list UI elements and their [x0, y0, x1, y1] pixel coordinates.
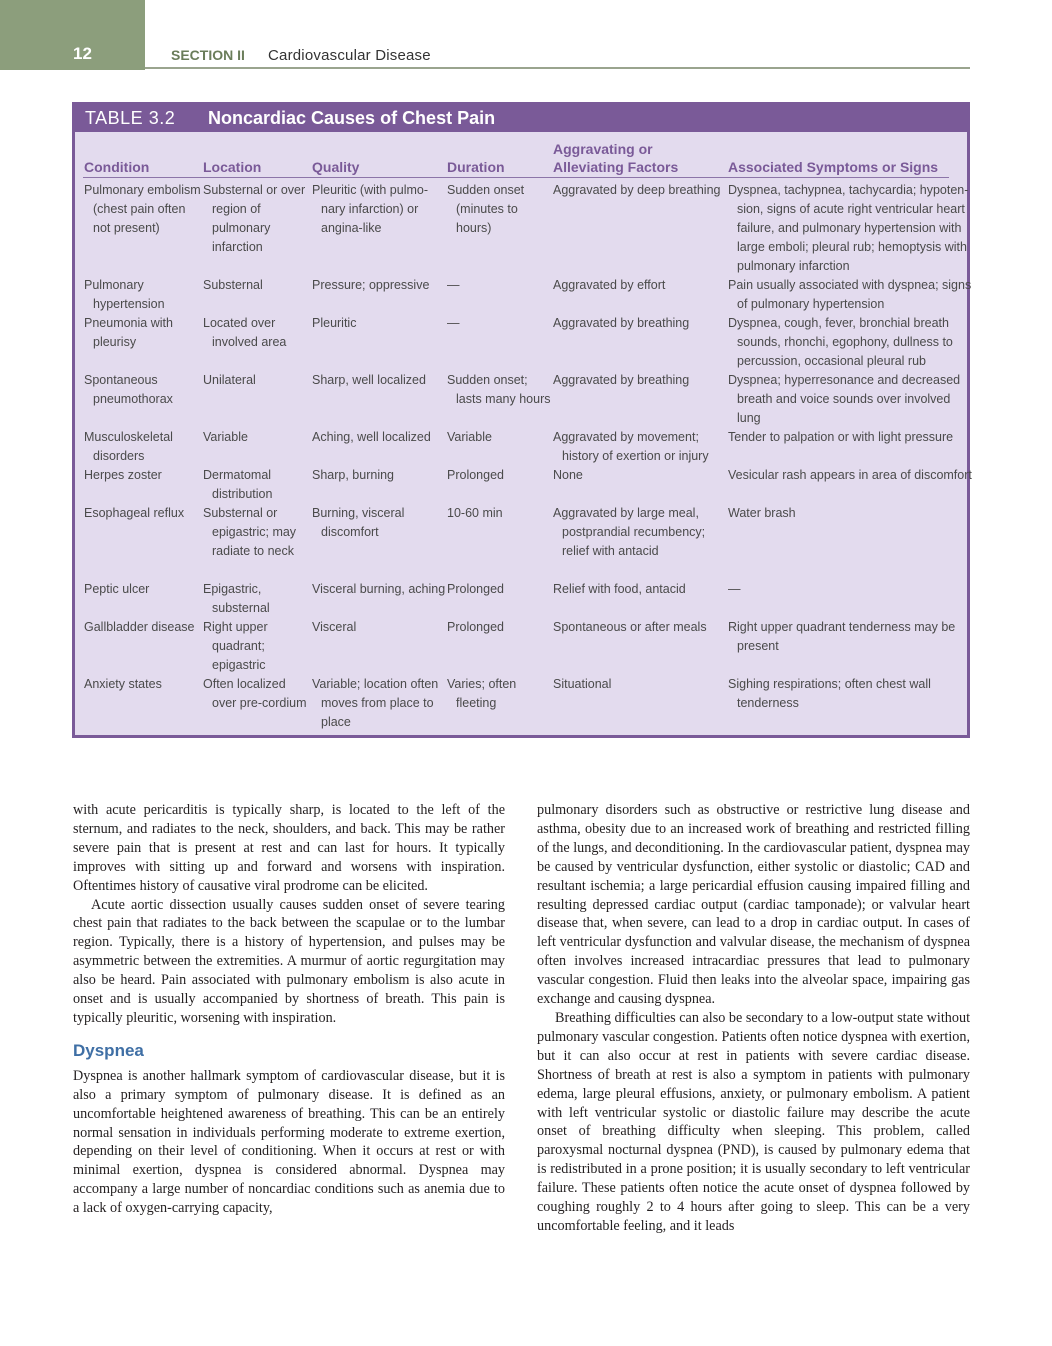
paragraph: pulmonary disorders such as obstructive or restrictive lung disease and asthma, obesity due to an increased work of breathing and restricted filling of the lungs, and deconditioning. In the cardiovascular patient, dyspnea may be caused by ventricular dysfunction, either systolic or diastolic; CAD and resultant ischemia; a large pericardial effusion causing impaired filling and resulting depressed cardiac output (cardiac tamponade); or valvular heart disease that, when severe, can lead to a drop in cardiac output. In cases of left ventricular dysfunction and valvular disease, the mechanism of dyspnea often involves increased intracardiac pressures that lead to pulmonary vascular congestion. Fluid then leaks into the alveolar space, impairing gas exchange and causing dyspnea. [537, 802, 970, 1008]
column-header-duration: Duration [447, 159, 505, 175]
cell-location: Substernal or over region of pulmonary infarction [203, 183, 306, 254]
cell-quality: Visceral burning, aching [312, 582, 446, 596]
cell-factors: Aggravated by effort [553, 278, 666, 292]
cell-duration: — [447, 316, 460, 330]
cell-symptoms: Dyspnea; hyperresonance and decreased breath and voice sounds over involved lung [728, 373, 961, 425]
cell-condition: Gallbladder disease [84, 620, 195, 634]
cell-duration: — [447, 278, 460, 292]
cell-factors: Spontaneous or after meals [553, 620, 707, 634]
cell-factors: Aggravated by deep breathing [553, 183, 721, 197]
page-number: 12 [73, 44, 92, 63]
cell-symptoms: Right upper quadrant tenderness may be present [728, 620, 956, 653]
cell-symptoms: Dyspnea, cough, fever, bronchial breath sounds, rhonchi, egophony, dullness to percussion, occasional pleural rub [728, 316, 953, 368]
page-number-tab [0, 0, 145, 70]
cell-quality: Aching, well localized [312, 430, 431, 444]
cell-location: Right upper quadrant; epigastric [203, 620, 268, 672]
cell-duration: Sudden onset; lasts many hours [447, 373, 551, 406]
cell-symptoms: — [728, 582, 741, 596]
cell-duration: 10-60 min [447, 506, 503, 520]
table-title: Noncardiac Causes of Chest Pain [208, 108, 496, 128]
cell-location: Variable [203, 430, 248, 444]
cell-condition: Peptic ulcer [84, 582, 150, 596]
cell-duration: Prolonged [447, 620, 504, 634]
cell-location: Epigastric, substernal [203, 582, 270, 615]
cell-factors: Aggravated by large meal, postprandial recumbency; relief with antacid [553, 506, 706, 558]
cell-symptoms: Tender to palpation or with light pressure [728, 430, 954, 444]
cell-symptoms: Dyspnea, tachypnea, tachycardia; hypoten-sion, signs of acute right ventricular heart failure, and pulmonary hypertension with large emboli; pleural rub; hemoptysis with pulmonary infarction [728, 183, 969, 273]
cell-condition: Spontaneous pneumothorax [84, 373, 173, 406]
cell-quality: Pleuritic (with pulmo-nary infarction) or angina-like [312, 183, 429, 235]
cell-symptoms: Vesicular rash appears in area of discomfort [728, 468, 972, 482]
paragraph: Breathing difficulties can also be secondary to a low-output state without pulmonary vascular congestion. Patients often notice dyspnea with exertion, but it can also occur at rest in patients with severe cardiac disease. Shortness of breath at rest is also a symptom in patients with pulmonary edema, large pleural effusions, anxiety, or pulmonary embolism. A patient with left ventricular systolic or diastolic failure may describe the acute onset of breathing difficulty when sleeping. This problem, called paroxysmal nocturnal dyspnea (PND), is caused by pulmonary edema that is redistributed in a prone position; it is usually secondary to left ventricular failure. These patients often notice the acute onset of dyspnea followed by coughing roughly 2 to 4 hours after going to sleep. This can be a very uncomfortable feeling, and it leads [537, 1009, 971, 1234]
dyspnea-heading: Dyspnea [73, 1040, 144, 1060]
paragraph: Acute aortic dissection usually causes sudden onset of severe tearing chest pain that radiates to the back between the scapulae or to the lumbar region. Typically, there is a history of hypertension, and pulses may be asymmetric between the extremities. A murmur of aortic regurgitation may also be heard. Pain associated with pulmonary embolism is also acute in onset and is usually accompanied by shortness of breath. This pain is typically pleuritic, worsening with inspiration. [73, 896, 505, 1026]
header-rule [145, 67, 970, 69]
cell-condition: Anxiety states [84, 677, 162, 691]
section-title: Cardiovascular Disease [268, 47, 431, 64]
column-header-factors-line2: Alleviating Factors [553, 159, 679, 175]
cell-quality: Burning, visceral discomfort [312, 506, 405, 539]
paragraph: Dyspnea is another hallmark symptom of cardiovascular disease, but it is also a primary symptom of pulmonary disease. It is defined as an uncomfortable heightened awareness of breathing. This can be an entirely normal sensation in individuals performing moderate to extreme exertion, depending on their level of conditioning. When it occurs at rest or with minimal exertion, dyspnea is considered abnormal. Dyspnea may accompany a large number of noncardiac conditions such as anemia due to a lack of oxygen-carrying capacity, [73, 1067, 505, 1217]
column-header-factors [553, 140, 678, 176]
cell-duration: Prolonged [447, 582, 504, 596]
cell-quality: Visceral [312, 620, 357, 634]
cell-factors: Aggravated by breathing [553, 373, 690, 387]
cell-condition: Pneumonia with pleurisy [84, 316, 173, 349]
cell-quality: Sharp, well localized [312, 373, 426, 387]
cell-quality: Pleuritic [312, 316, 357, 330]
cell-duration: Varies; often fleeting [447, 677, 517, 710]
column-header-condition: Condition [84, 159, 150, 175]
column-header-quality: Quality [312, 159, 360, 175]
cell-symptoms: Sighing respirations; often chest wall tenderness [728, 677, 931, 710]
cell-quality: Pressure; oppressive [312, 278, 430, 292]
paragraph: with acute pericarditis is typically sharp, is located to the left of the sternum, and radiates to the neck, shoulders, and back. This may be rather severe pain that is present at rest and can last for hours. It typically improves with sitting up and forward and worsens with inspiration. Oftentimes history of causative viral prodrome can be elicited. [73, 802, 505, 894]
cell-condition: Herpes zoster [84, 468, 162, 482]
cell-location: Unilateral [203, 373, 256, 387]
cell-duration: Variable [447, 430, 492, 444]
cell-quality: Variable; location often moves from place to place [312, 677, 439, 729]
cell-symptoms: Water brash [728, 506, 796, 520]
cell-factors: None [553, 468, 583, 482]
cell-duration: Prolonged [447, 468, 504, 482]
cell-location: Substernal or epigastric; may radiate to neck [203, 506, 297, 558]
column-header-location: Location [203, 159, 262, 175]
left-text-column [73, 801, 505, 1218]
table-header-rule [83, 177, 949, 178]
cell-location: Dermatomal distribution [203, 468, 273, 501]
cell-location: Often localized over pre-cordium [203, 677, 307, 710]
cell-condition: Esophageal reflux [84, 506, 185, 520]
table-3-2 [72, 102, 970, 738]
column-header-factors-line1: Aggravating or [553, 141, 653, 157]
column-header-symptoms: Associated Symptoms or Signs [728, 159, 939, 175]
cell-quality: Sharp, burning [312, 468, 395, 482]
cell-condition: Pulmonary embolism (chest pain often not present) [84, 183, 201, 235]
cell-factors: Aggravated by breathing [553, 316, 690, 330]
right-text-column [537, 801, 970, 1236]
table-title-bar [75, 105, 967, 132]
section-label: SECTION II [171, 47, 245, 63]
cell-condition: Musculoskeletal disorders [84, 430, 173, 463]
cell-factors: Relief with food, antacid [553, 582, 686, 596]
cell-symptoms: Pain usually associated with dyspnea; signs of pulmonary hypertension [728, 278, 972, 311]
cell-condition: Pulmonary hypertension [84, 278, 165, 311]
cell-factors: Situational [553, 677, 612, 691]
table-label: TABLE 3.2 [85, 108, 176, 128]
cell-location: Substernal [203, 278, 263, 292]
cell-location: Located over involved area [203, 316, 287, 349]
cell-duration: Sudden onset (minutes to hours) [447, 183, 525, 235]
cell-factors: Aggravated by movement; history of exertion or injury [553, 430, 709, 463]
